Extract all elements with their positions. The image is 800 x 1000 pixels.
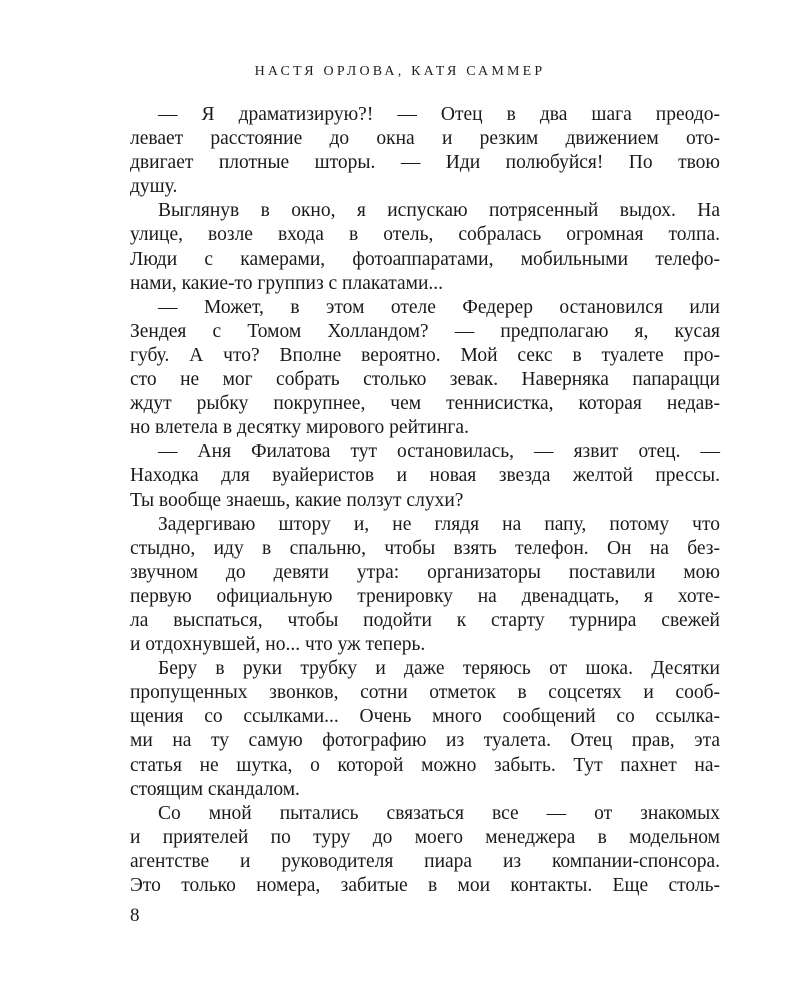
text-line: ла выспаться, чтобы подойти к старту турнира свежей bbox=[130, 609, 720, 631]
text-line: Ты вообще знаешь, какие ползут слухи? bbox=[130, 489, 464, 511]
text-line: звучном до девяти утра: организаторы поставили мою bbox=[130, 561, 720, 583]
text-line: сто не мог собрать столько зевак. Наверняка папарацци bbox=[130, 369, 720, 391]
text-line: нами, какие-то группиз с плакатами... bbox=[130, 272, 444, 294]
text-line: душу. bbox=[130, 176, 178, 198]
text-line: ми на ту самую фотографию из туалета. Отец прав, эта bbox=[130, 730, 720, 752]
text-line: Зендея с Томом Холландом? — предполагаю я, кусая bbox=[130, 320, 720, 342]
text-line: двигает плотные шторы. — Иди полюбуйся! По твою bbox=[130, 152, 720, 174]
text-line: Это только номера, забитые в мои контакты. Еще столь- bbox=[130, 875, 720, 896]
text-line: но влетела в десятку мирового рейтинга. bbox=[130, 417, 469, 439]
text-line: Выглянув в окно, я испускаю потрясенный выдох. На bbox=[158, 200, 720, 222]
text-line: стоящим скандалом. bbox=[130, 778, 300, 800]
running-head: НАСТЯ ОРЛОВА, КАТЯ САММЕР bbox=[254, 64, 546, 79]
text-line: — Может, в этом отеле Федерер остановился или bbox=[158, 296, 720, 318]
text-line: статья не шутка, о которой можно забыть. Тут пахнет на- bbox=[130, 754, 720, 776]
text-line: улице, возле входа в отель, собралась огромная толпа. bbox=[130, 224, 720, 246]
text-line: — Я драматизирую?! — Отец в два шага преодо- bbox=[158, 104, 720, 125]
text-line: щения со ссылками... Очень много сообщений со ссылка- bbox=[130, 706, 720, 728]
text-line: Задергиваю штору и, не глядя на папу, потому что bbox=[158, 513, 720, 535]
text-line: и приятелей по туру до моего менеджера в модельном bbox=[130, 826, 720, 848]
text-line: ждут рыбку покрупнее, чем теннисистка, которая недав- bbox=[130, 393, 720, 415]
text-line: стыдно, иду в спальню, чтобы взять телефон. Он на без- bbox=[130, 537, 720, 559]
text-line: первую официальную тренировку на двенадцать, я хоте- bbox=[130, 585, 720, 607]
text-line: Со мной пытались связаться все — от знакомых bbox=[158, 802, 720, 824]
text-line: и отдохнувшей, но... что уж теперь. bbox=[130, 634, 426, 656]
text-line: Находка для вуайеристов и новая звезда желтой прессы. bbox=[130, 465, 720, 487]
text-line: губу. А что? Вполне вероятно. Мой секс в туалете про- bbox=[130, 344, 720, 366]
text-line: пропущенных звонков, сотни отметок в соцсетях и сооб- bbox=[130, 682, 720, 704]
text-line: левает расстояние до окна и резким движением ото- bbox=[130, 128, 720, 150]
body-text bbox=[130, 103, 720, 898]
text-line: Беру в руки трубку и даже теряюсь от шока. Десятки bbox=[158, 658, 720, 680]
text-line: — Аня Филатова тут остановилась, — язвит отец. — bbox=[158, 441, 720, 463]
text-line: Люди с камерами, фотоаппаратами, мобильными телефо- bbox=[130, 248, 720, 270]
text-line: агентстве и руководителя пиара из компании-спонсора. bbox=[130, 850, 720, 872]
page-number: 8 bbox=[130, 905, 140, 926]
